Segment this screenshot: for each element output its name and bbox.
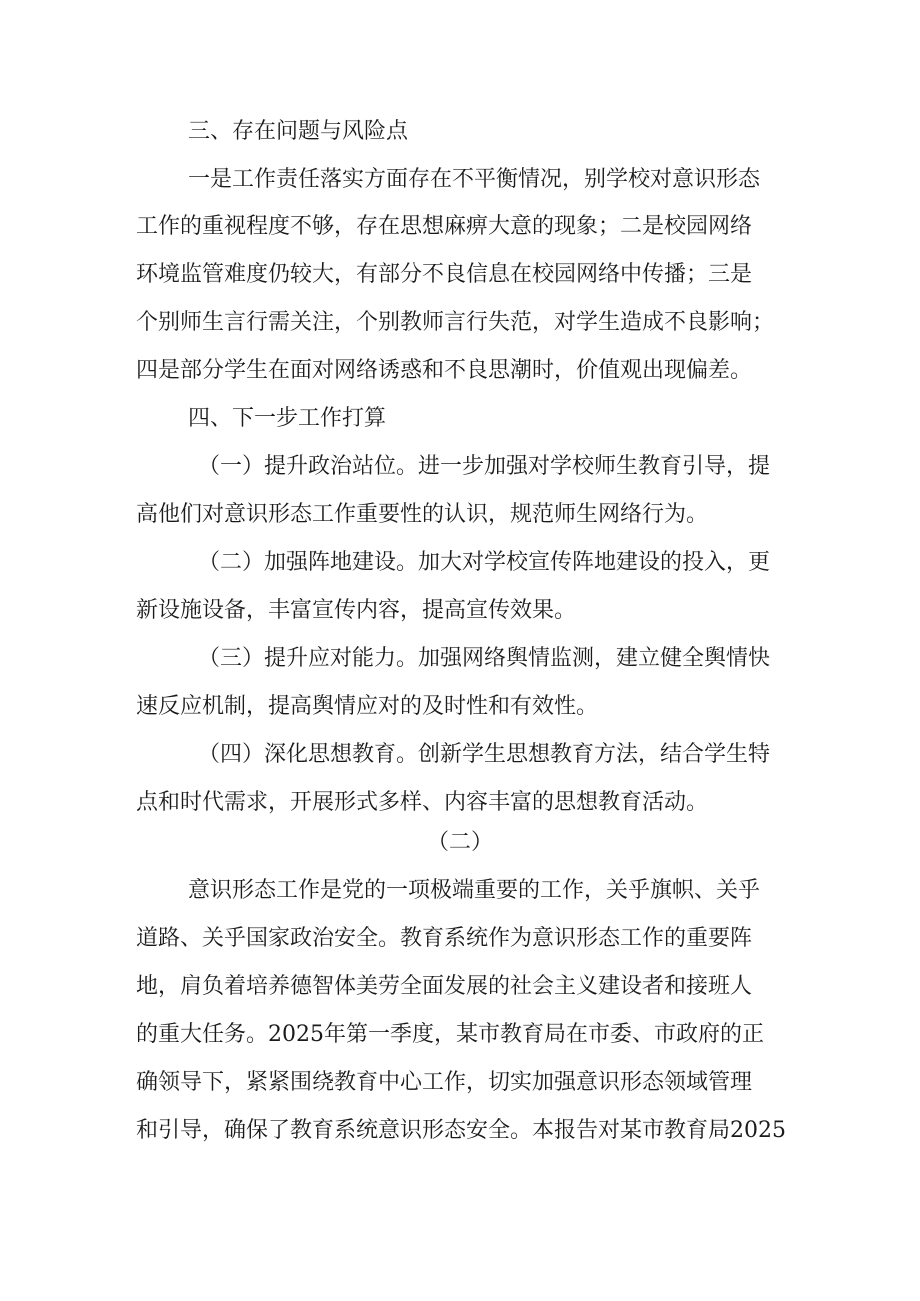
paragraph-line: 意识形态工作是党的一项极端重要的工作，关乎旗帜、关乎 bbox=[188, 878, 761, 903]
paragraph-line: 四是部分学生在面对网络诱惑和不良思潮时，价值观出现偏差。 bbox=[136, 358, 753, 383]
part-title: （二） bbox=[426, 830, 493, 855]
paragraph-line: 确领导下，紧紧围绕教育中心工作，切实加强意识形态领域管理 bbox=[136, 1070, 753, 1095]
paragraph-line: 的重大任务。2025年第一季度，某市教育局在市委、市政府的正 bbox=[136, 1022, 764, 1047]
paragraph-line: 个别师生言行需关注，个别教师言行失范，对学生造成不良影响； bbox=[136, 310, 775, 335]
paragraph-line: 一是工作责任落实方面存在不平衡情况，别学校对意识形态 bbox=[188, 167, 761, 192]
paragraph-line: 工作的重视程度不够，存在思想麻痹大意的现象；二是校园网络 bbox=[136, 214, 753, 239]
list-item-line: 速反应机制，提高舆情应对的及时性和有效性。 bbox=[136, 694, 599, 719]
paragraph-line: 环境监管难度仍较大，有部分不良信息在校园网络中传播；三是 bbox=[136, 262, 753, 287]
list-item-line: 新设施设备，丰富宣传内容，提高宣传效果。 bbox=[136, 598, 577, 623]
section-heading-next-steps: 四、下一步工作打算 bbox=[188, 406, 387, 431]
list-item-line: （二）加强阵地建设。加大对学校宣传阵地建设的投入，更 bbox=[198, 550, 771, 575]
list-item-line: 点和时代需求，开展形式多样、内容丰富的思想教育活动。 bbox=[136, 790, 709, 815]
section-heading-problems: 三、存在问题与风险点 bbox=[188, 119, 409, 144]
list-item-line: （三）提升应对能力。加强网络舆情监测，建立健全舆情快 bbox=[198, 646, 771, 671]
list-item-line: （四）深化思想教育。创新学生思想教育方法，结合学生特 bbox=[198, 742, 771, 767]
paragraph-line: 道路、关乎国家政治安全。教育系统作为意识形态工作的重要阵 bbox=[136, 926, 753, 951]
list-item-line: 高他们对意识形态工作重要性的认识，规范师生网络行为。 bbox=[136, 502, 709, 527]
list-item-line: （一）提升政治站位。进一步加强对学校师生教育引导，提 bbox=[198, 454, 771, 479]
paragraph-line: 地，肩负着培养德智体美劳全面发展的社会主义建设者和接班人 bbox=[136, 974, 753, 999]
paragraph-line: 和引导，确保了教育系统意识形态安全。本报告对某市教育局2025 bbox=[136, 1118, 786, 1143]
